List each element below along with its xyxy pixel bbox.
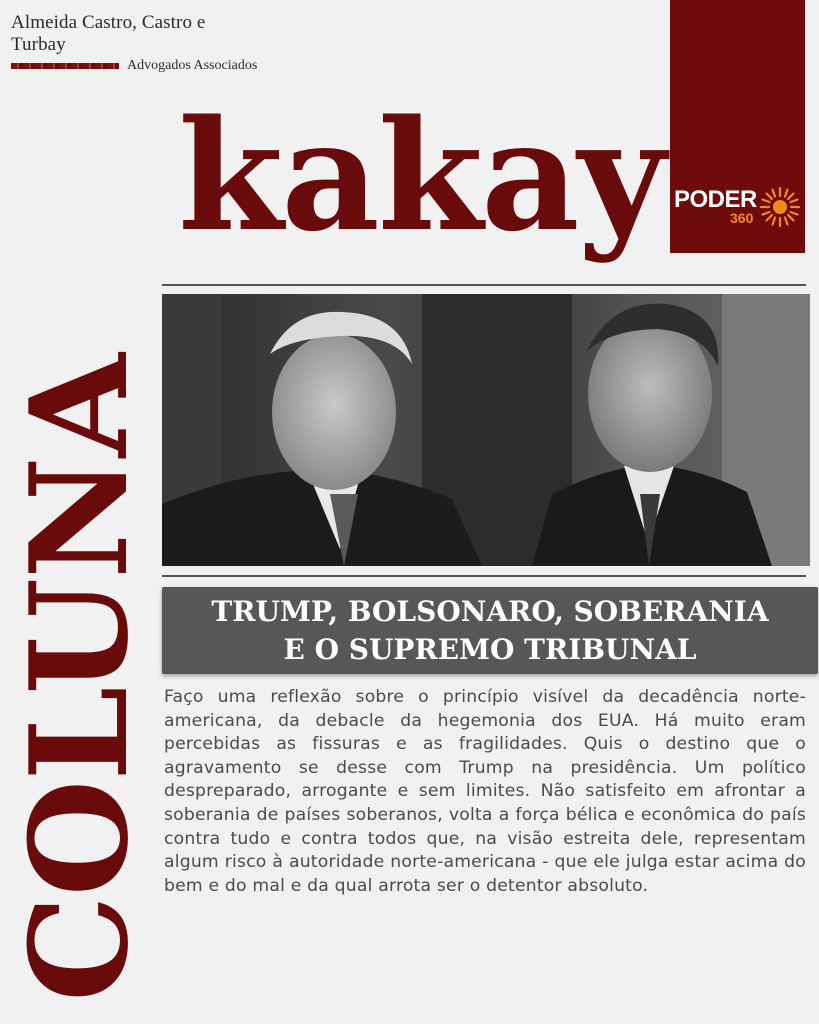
top-divider	[162, 284, 806, 286]
photo-illustration	[162, 294, 810, 566]
firm-decorative-rule	[11, 63, 119, 69]
article-excerpt: Faço uma reflexão sobre o princípio visível da decadência norte-americana, da debacle da hegemonia dos EUA. Há muito eram percebidas as fissuras e as fragilidades. Quis o destino que o agravamento se desse com Trump na presidência. Um político despreparado, arrogante e sem limites. Não satisfeito em afrontar a soberania de países soberanos, volta a força bélica e econômica do país contra tudo e contra todos que, na visão estreita dele, representam algum risco à autoridade norte-americana - que ele julga estar acima do bem e do mal e da qual arrota ser o detentor absoluto.	[164, 687, 806, 896]
firm-name: Almeida Castro, Castro e Turbay	[11, 12, 206, 55]
firm-subtitle: Advogados Associados	[127, 58, 258, 73]
bottom-divider	[162, 575, 806, 577]
sunburst-icon	[759, 186, 801, 228]
headline-box	[162, 587, 818, 674]
firm-subtitle-row	[11, 58, 261, 74]
firm-logo	[11, 12, 261, 74]
headline-line-1: TRUMP, BOLSONARO, SOBERANIA	[211, 594, 769, 628]
poder360-logo	[674, 186, 804, 230]
poder-wordmark: PODER	[674, 186, 757, 213]
headline-line-2: E O SUPREMO TRIBUNAL	[283, 632, 697, 666]
vertical-column-title: COLUNA	[0, 354, 158, 1002]
poder-number: 360	[730, 210, 754, 226]
featured-photo	[162, 294, 810, 566]
column-name: kakay	[178, 86, 664, 265]
